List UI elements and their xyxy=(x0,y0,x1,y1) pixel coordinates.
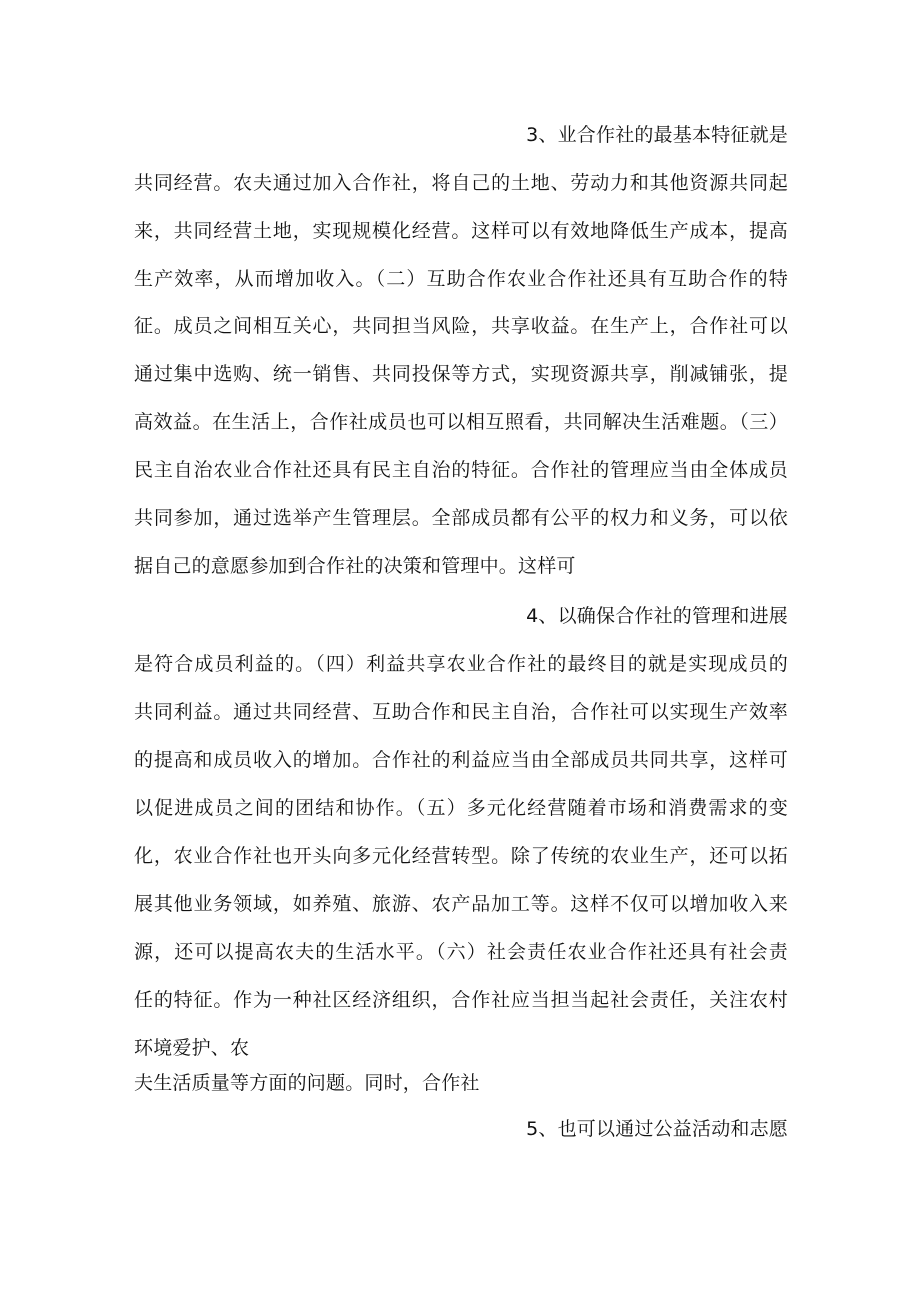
paragraph-line: 征。成员之间相互关心，共同担当风险，共享收益。在生产上，合作社可以 xyxy=(134,315,788,337)
paragraph-line: 展其他业务领域，如养殖、旅游、农产品加工等。这样不仅可以增加收入来 xyxy=(134,893,788,915)
paragraph-line: 以促进成员之间的团结和协作。（五）多元化经营随着市场和消费需求的变 xyxy=(134,797,788,819)
paragraph-line: 据自己的意愿参加到合作社的决策和管理中。这样可 xyxy=(134,555,576,577)
paragraph-line: 生产效率，从而增加收入。（二）互助合作农业合作社还具有互助合作的特 xyxy=(134,268,788,290)
paragraph-line: 环境爱护、农 xyxy=(134,1037,250,1059)
section-heading-5: 5、也可以通过公益活动和志愿 xyxy=(526,1118,788,1140)
paragraph-line: 来，共同经营土地，实现规模化经营。这样可以有效地降低生产成本，提高 xyxy=(134,220,788,242)
paragraph-line: 夫生活质量等方面的问题。同时，合作社 xyxy=(134,1072,480,1094)
paragraph-line: 共同参加，通过选举产生管理层。全部成员都有公平的权力和义务，可以依 xyxy=(134,507,788,529)
paragraph-line: 的提高和成员收入的增加。合作社的利益应当由全部成员共同共享，这样可 xyxy=(134,749,788,771)
paragraph-line: 化，农业合作社也开头向多元化经营转型。除了传统的农业生产，还可以拓 xyxy=(134,845,788,867)
section-heading-3: 3、业合作社的最基本特征就是 xyxy=(526,124,788,146)
paragraph-line: 共同经营。农夫通过加入合作社，将自己的土地、劳动力和其他资源共同起 xyxy=(134,172,788,194)
paragraph-line: 通过集中选购、统一销售、共同投保等方式，实现资源共享，削减铺张，提 xyxy=(134,363,788,385)
paragraph-line: 高效益。在生活上，合作社成员也可以相互照看，共同解决生活难题。（三） xyxy=(134,411,788,433)
paragraph-line: 民主自治农业合作社还具有民主自治的特征。合作社的管理应当由全体成员 xyxy=(134,459,788,481)
paragraph-line: 源，还可以提高农夫的生活水平。（六）社会责任农业合作社还具有社会责 xyxy=(134,941,788,963)
paragraph-line: 是符合成员利益的。（四）利益共享农业合作社的最终目的就是实现成员的 xyxy=(134,653,788,675)
section-heading-4: 4、以确保合作社的管理和进展 xyxy=(526,605,788,627)
paragraph-line: 共同利益。通过共同经营、互助合作和民主自治，合作社可以实现生产效率 xyxy=(134,701,788,723)
paragraph-line: 任的特征。作为一种社区经济组织，合作社应当担当起社会责任，关注农村 xyxy=(134,989,788,1011)
